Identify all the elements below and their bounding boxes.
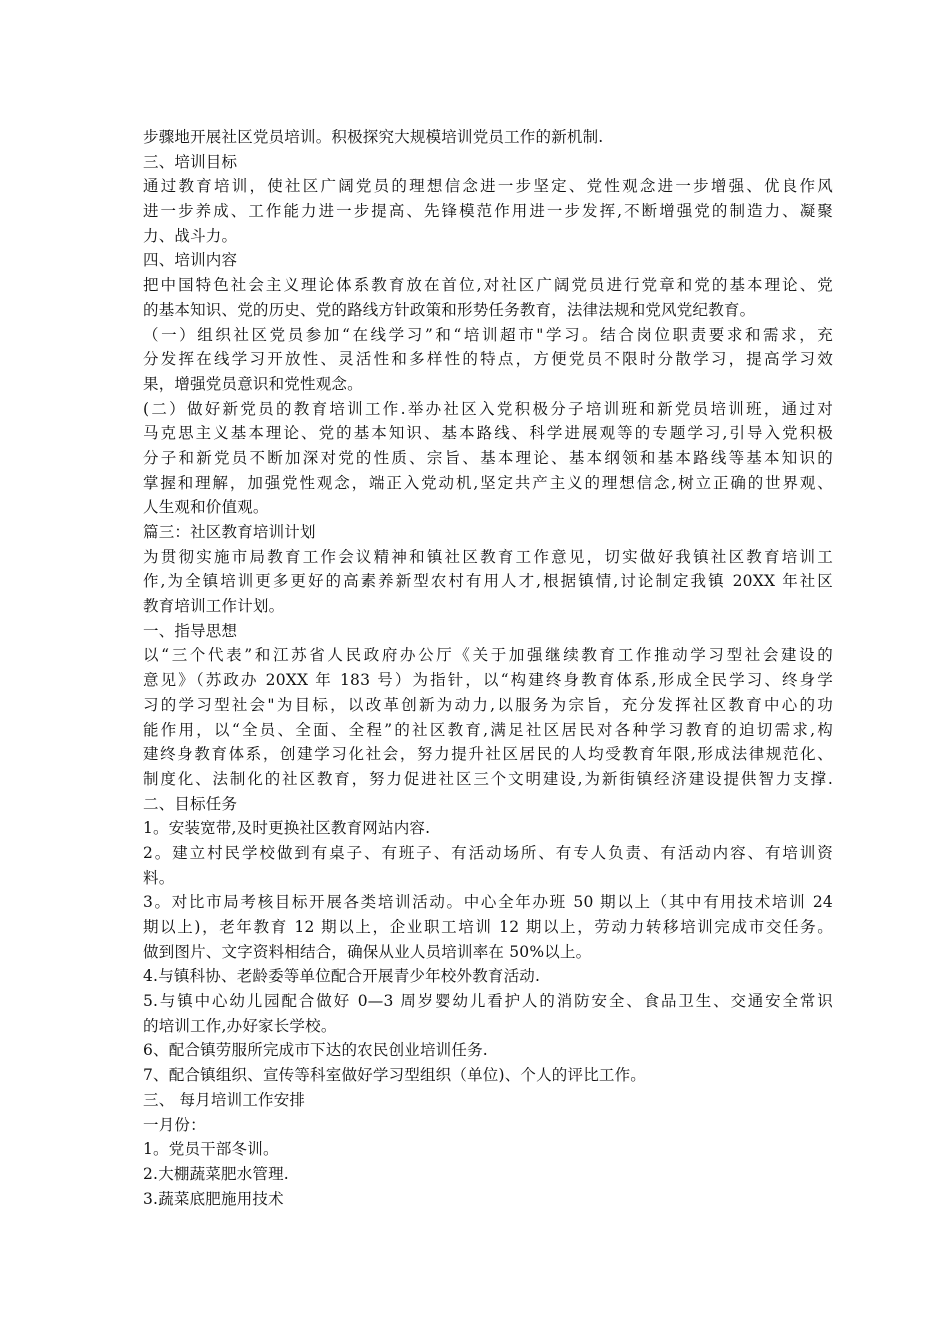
text-line: 三、培训目标: [143, 152, 238, 171]
text-line: 通过教育培训，使社区广阔党员的理想信念进一步坚定、党性观念进一步增强、优良作风: [143, 177, 833, 196]
text-line: 为贯彻实施市局教育工作会议精神和镇社区教育工作意见，切实做好我镇社区教育培训工: [143, 547, 833, 566]
text-line: 分子和新党员不断加深对党的性质、宗旨、基本理论、基本纲领和基本路线等基本知识的: [143, 448, 833, 467]
text-line: 一、指导思想: [143, 621, 238, 640]
text-line: 1。党员干部冬训。: [143, 1140, 279, 1159]
text-line: 力、战斗力。: [143, 226, 238, 245]
text-line: 三、 每月培训工作安排: [143, 1090, 306, 1109]
text-line: 6、配合镇劳服所完成市下达的农民创业培训任务.: [143, 1041, 488, 1060]
text-line: 5.与镇中心幼儿园配合做好 0—3 周岁婴幼儿看护人的消防安全、食品卫生、交通安全常识: [143, 992, 833, 1011]
text-line: 掌握和理解，加强党性观念，端正入党动机,坚定共产主义的理想信念,树立正确的世界观、: [143, 473, 833, 492]
document-body: [143, 125, 833, 1211]
text-line: 马克思主义基本理论、党的基本知识、基本路线、科学进展观等的专题学习,引导入党积极: [143, 424, 833, 443]
text-line: 分发挥在线学习开放性、灵活性和多样性的特点，方便党员不限时分散学习，提高学习效: [143, 350, 833, 369]
text-line: 二、目标任务: [143, 794, 238, 813]
text-line: 果，增强党员意识和党性观念。: [143, 374, 363, 393]
text-line: 习的学习型社会"为目标，以改革创新为动力,以服务为宗旨，充分发挥社区教育中心的功: [143, 695, 833, 714]
text-line: 把中国特色社会主义理论体系教育放在首位,对社区广阔党员进行党章和党的基本理论、党: [143, 276, 833, 295]
text-line: 的培训工作,办好家长学校。: [143, 1016, 337, 1035]
text-line: 作,为全镇培训更多更好的高素养新型农村有用人才,根据镇情,讨论制定我镇 20XX 年社区: [143, 572, 833, 591]
text-line: 2。建立村民学校做到有桌子、有班子、有活动场所、有专人负责、有活动内容、有培训资: [143, 843, 833, 862]
text-line: 3.蔬菜底肥施用技术: [143, 1189, 284, 1208]
text-line: 料。: [143, 868, 175, 887]
text-line: 做到图片、文字资料相结合，确保从业人员培训率在 50%以上。: [143, 942, 592, 961]
text-line: 以“三个代表”和江苏省人民政府办公厅《关于加强继续教育工作推动学习型社会建设的: [143, 646, 833, 665]
text-line: 建终身教育体系，创建学习化社会，努力提升社区居民的人均受教育年限,形成法律规范化、: [143, 745, 833, 764]
text-line: 4.与镇科协、老龄委等单位配合开展青少年校外教育活动.: [143, 967, 541, 986]
text-line: 7、配合镇组织、宣传等科室做好学习型组织（单位)、个人的评比工作。: [143, 1066, 647, 1085]
text-line: 2.大棚蔬菜肥水管理.: [143, 1164, 289, 1183]
text-line: （一）组织社区党员参加“在线学习”和“培训超市"学习。结合岗位职责要求和需求，充: [143, 325, 833, 344]
text-line: 篇三：社区教育培训计划: [143, 523, 316, 541]
text-line: 制度化、法制化的社区教育，努力促进社区三个文明建设,为新街镇经济建设提供智力支撑.: [143, 769, 833, 788]
text-line: 意见》（苏政办 20XX 年 183 号）为指针，以“构建终身教育体系,形成全民学习、终身学: [143, 671, 833, 690]
text-line: 步骤地开展社区党员培训。积极探究大规模培训党员工作的新机制.: [143, 128, 604, 146]
text-line: 一月份：: [143, 1115, 206, 1134]
text-line: 能作用，以“全员、全面、全程”的社区教育,满足社区居民对各种学习教育的迫切需求,构: [143, 720, 833, 739]
text-line: 的基本知识、党的历史、党的路线方针政策和形势任务教育，法律法规和党风党纪教育。: [143, 300, 756, 319]
text-line: 1。安装宽带,及时更换社区教育网站内容.: [143, 819, 431, 838]
text-line: 教育培训工作计划。: [143, 597, 285, 616]
text-line: 3。对比市局考核目标开展各类培训活动。中心全年办班 50 期以上（其中有用技术培训 24: [143, 893, 833, 912]
text-line: (二）做好新党员的教育培训工作.举办社区入党积极分子培训班和新党员培训班，通过对: [143, 399, 833, 418]
text-line: 期以上)，老年教育 12 期以上，企业职工培训 12 期以上，劳动力转移培训完成市交任务。: [143, 918, 833, 936]
text-line: 四、培训内容: [143, 251, 238, 270]
text-line: 进一步养成、工作能力进一步提高、先锋模范作用进一步发挥,不断增强党的制造力、凝聚: [143, 202, 833, 221]
text-line: 人生观和价值观。: [143, 498, 269, 517]
